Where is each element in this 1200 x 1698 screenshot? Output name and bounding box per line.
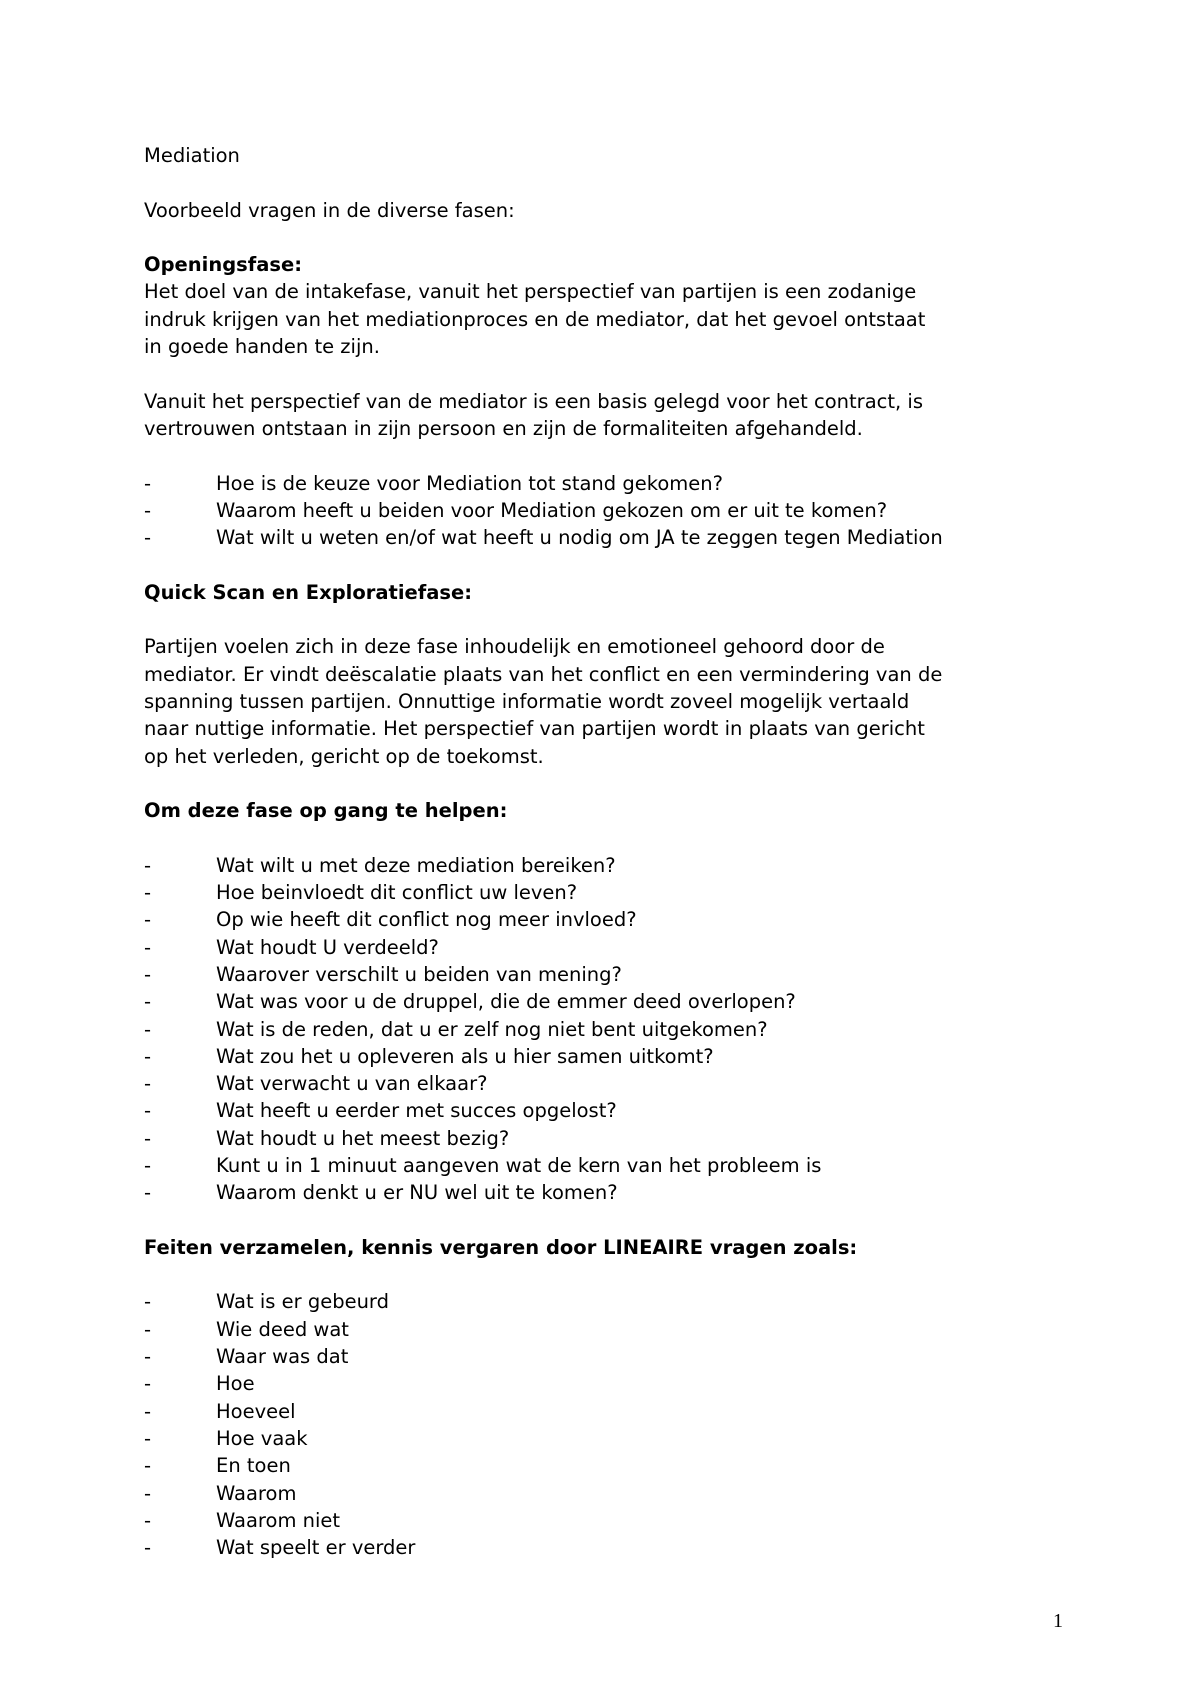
list-item [144, 1507, 1084, 1534]
spacer [144, 169, 1084, 196]
bullet-dash: - [144, 1426, 152, 1450]
list-item [144, 1152, 1084, 1179]
paragraph-line: Partijen voelen zich in deze fase inhoudelijk en emotioneel gehoord door de [144, 635, 885, 659]
bullet-dash: - [144, 990, 152, 1014]
list-item-text: Wat verwacht u van elkaar? [216, 1072, 488, 1096]
list-item [144, 470, 1084, 497]
list-item-text: Wat wilt u met deze mediation bereiken? [216, 853, 616, 877]
list-item [144, 906, 1084, 933]
list-item-text: Wat speelt er verder [216, 1536, 416, 1560]
list-item-text: Hoeveel [216, 1399, 296, 1423]
list-item [144, 1288, 1084, 1315]
section-heading-quick-scan: Quick Scan en Exploratiefase: [144, 580, 473, 604]
list-item-text: Waarom heeft u beiden voor Mediation gekozen om er uit te komen? [216, 498, 888, 522]
list-item-text: Wat is de reden, dat u er zelf nog niet bent uitgekomen? [216, 1017, 768, 1041]
list-item [144, 1343, 1084, 1370]
paragraph-line: Vanuit het perspectief van de mediator is een basis gelegd voor het contract, is [144, 389, 923, 413]
bullet-dash: - [144, 1181, 152, 1205]
list-item-text: Hoe [216, 1372, 255, 1396]
list-item [144, 879, 1084, 906]
list-item-text: Wat was voor u de druppel, die de emmer deed overlopen? [216, 990, 796, 1014]
bullet-dash: - [144, 1044, 152, 1068]
paragraph [144, 388, 1084, 443]
bullet-dash: - [144, 1345, 152, 1369]
list-item [144, 1452, 1084, 1479]
bullet-dash: - [144, 881, 152, 905]
list-item [144, 961, 1084, 988]
paragraph-line: mediator. Er vindt deëscalatie plaats van het conflict en een vermindering van de [144, 662, 943, 686]
bullet-dash: - [144, 908, 152, 932]
list-item [144, 497, 1084, 524]
bullet-dash: - [144, 1508, 152, 1532]
list-item [144, 524, 1084, 551]
list-item [144, 1534, 1084, 1561]
list-item-text: Wie deed wat [216, 1317, 349, 1341]
document-body [144, 142, 1084, 1561]
document-subtitle: Voorbeeld vragen in de diverse fasen: [144, 198, 515, 222]
list-item [144, 1425, 1084, 1452]
paragraph-line: spanning tussen partijen. Onnuttige informatie wordt zoveel mogelijk vertaald [144, 689, 910, 713]
paragraph-line: Het doel van de intakefase, vanuit het perspectief van partijen is een zodanige [144, 280, 917, 304]
page-number: 1 [1053, 1610, 1063, 1632]
spacer [144, 551, 1084, 578]
list-item-text: Wat heeft u eerder met succes opgelost? [216, 1099, 617, 1123]
spacer [144, 360, 1084, 387]
list-item [144, 1480, 1084, 1507]
bullet-dash: - [144, 1317, 152, 1341]
list-item [144, 988, 1084, 1015]
bullet-dash: - [144, 498, 152, 522]
list-item-text: Op wie heeft dit conflict nog meer invloed? [216, 908, 637, 932]
section-heading-feiten-verzamelen: Feiten verzamelen, kennis vergaren door LINEAIRE vragen zoals: [144, 1235, 858, 1259]
spacer [144, 1207, 1084, 1234]
spacer [144, 824, 1084, 851]
paragraph-line: in goede handen te zijn. [144, 335, 380, 359]
paragraph [144, 633, 1084, 769]
list-item-text: Waarover verschilt u beiden van mening? [216, 962, 622, 986]
list-item-text: Wat houdt U verdeeld? [216, 935, 439, 959]
list-item [144, 1043, 1084, 1070]
list-item [144, 1097, 1084, 1124]
list-item-text: Hoe beinvloedt dit conflict uw leven? [216, 881, 578, 905]
bullet-dash: - [144, 1372, 152, 1396]
list-item-text: Waarom denkt u er NU wel uit te komen? [216, 1181, 618, 1205]
list-item [144, 1179, 1084, 1206]
paragraph-line: indruk krijgen van het mediationproces en de mediator, dat het gevoel ontstaat [144, 307, 926, 331]
paragraph-line: vertrouwen ontstaan in zijn persoon en zijn de formaliteiten afgehandeld. [144, 416, 863, 440]
list-item-text: En toen [216, 1454, 291, 1478]
section-heading-om-deze-fase: Om deze fase op gang te helpen: [144, 799, 508, 823]
bullet-dash: - [144, 853, 152, 877]
bullet-list [144, 1288, 1084, 1561]
list-item [144, 1016, 1084, 1043]
section-heading-openingsfase: Openingsfase: [144, 253, 303, 277]
bullet-dash: - [144, 1072, 152, 1096]
bullet-dash: - [144, 1536, 152, 1560]
list-item-text: Waar was dat [216, 1345, 349, 1369]
list-item [144, 852, 1084, 879]
bullet-dash: - [144, 1017, 152, 1041]
list-item-text: Kunt u in 1 minuut aangeven wat de kern van het probleem is [216, 1153, 822, 1177]
spacer [144, 770, 1084, 797]
bullet-dash: - [144, 1099, 152, 1123]
paragraph [144, 278, 1084, 360]
bullet-dash: - [144, 471, 152, 495]
list-item-text: Wat zou het u opleveren als u hier samen uitkomt? [216, 1044, 714, 1068]
bullet-list [144, 852, 1084, 1207]
bullet-dash: - [144, 1290, 152, 1314]
list-item [144, 1125, 1084, 1152]
spacer [144, 606, 1084, 633]
list-item-text: Hoe is de keuze voor Mediation tot stand gekomen? [216, 471, 723, 495]
bullet-dash: - [144, 526, 152, 550]
bullet-dash: - [144, 1481, 152, 1505]
bullet-dash: - [144, 935, 152, 959]
bullet-dash: - [144, 962, 152, 986]
bullet-list [144, 470, 1084, 552]
list-item-text: Hoe vaak [216, 1426, 308, 1450]
paragraph-line: naar nuttige informatie. Het perspectief van partijen wordt in plaats van gericht [144, 717, 925, 741]
list-item [144, 1316, 1084, 1343]
spacer [144, 1261, 1084, 1288]
list-item-text: Waarom [216, 1481, 297, 1505]
spacer [144, 442, 1084, 469]
list-item [144, 1398, 1084, 1425]
bullet-dash: - [144, 1153, 152, 1177]
list-item [144, 1370, 1084, 1397]
list-item-text: Waarom niet [216, 1508, 341, 1532]
bullet-dash: - [144, 1399, 152, 1423]
bullet-dash: - [144, 1126, 152, 1150]
bullet-dash: - [144, 1454, 152, 1478]
list-item [144, 934, 1084, 961]
list-item [144, 1070, 1084, 1097]
paragraph-line: op het verleden, gericht op de toekomst. [144, 744, 544, 768]
list-item-text: Wat wilt u weten en/of wat heeft u nodig om JA te zeggen tegen Mediation [216, 526, 943, 550]
spacer [144, 224, 1084, 251]
document-title: Mediation [144, 144, 240, 167]
list-item-text: Wat is er gebeurd [216, 1290, 389, 1314]
list-item-text: Wat houdt u het meest bezig? [216, 1126, 510, 1150]
